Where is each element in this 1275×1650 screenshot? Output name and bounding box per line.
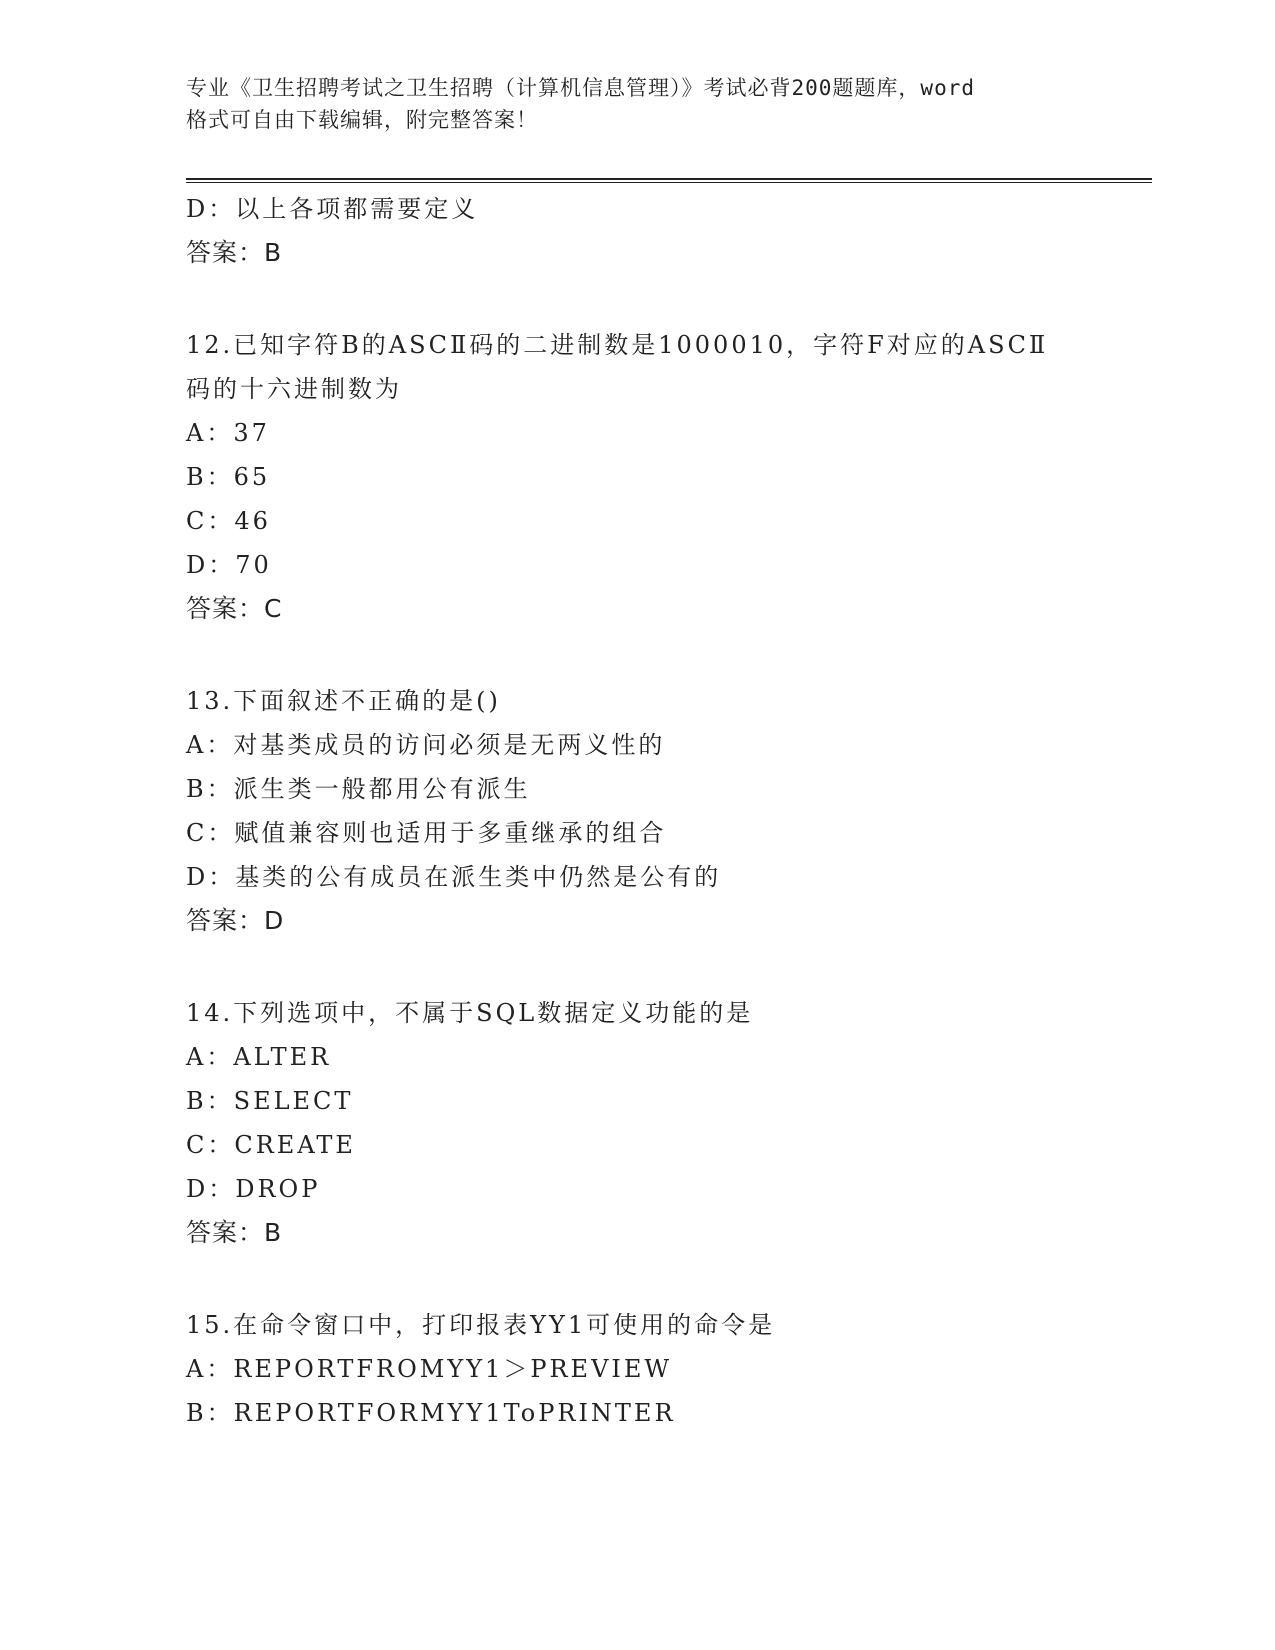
q14-option-c: C：CREATE xyxy=(186,1131,356,1159)
header-line-1: 专业《卫生招聘考试之卫生招聘（计算机信息管理）》考试必背200题题库，word xyxy=(186,76,975,100)
q12-option-b: B：65 xyxy=(186,463,271,491)
q12-option-c: C：46 xyxy=(186,507,271,535)
q13-stem: 13.下面叙述不正确的是() xyxy=(186,687,501,715)
page-header xyxy=(186,72,1086,136)
q12-option-a: A：37 xyxy=(186,419,270,447)
q14-option-b: B：SELECT xyxy=(186,1087,354,1115)
q14-option-d: D：DROP xyxy=(186,1175,321,1203)
q14-option-a: A：ALTER xyxy=(186,1043,332,1071)
q12-option-d: D：70 xyxy=(186,551,272,579)
q14-answer: 答案：B xyxy=(186,1218,283,1247)
q13-option-d: D：基类的公有成员在派生类中仍然是公有的 xyxy=(186,863,722,891)
prev-answer: 答案：B xyxy=(186,238,283,267)
q13-option-c: C：赋值兼容则也适用于多重继承的组合 xyxy=(186,819,667,847)
q14-stem: 14.下列选项中，不属于SQL数据定义功能的是 xyxy=(186,999,754,1027)
q12-stem-line-2: 码的十六进制数为 xyxy=(186,375,402,403)
q15-option-a: A：REPORTFROMYY1＞PREVIEW xyxy=(186,1355,673,1383)
q13-option-b: B：派生类一般都用公有派生 xyxy=(186,775,531,803)
q15-option-b: B：REPORTFORMYY1ToPRINTER xyxy=(186,1399,676,1427)
q13-option-a: A：对基类成员的访问必须是无两义性的 xyxy=(186,731,666,759)
q12-stem-line-1: 12.已知字符B的ASCⅡ码的二进制数是1000010，字符F对应的ASCⅡ xyxy=(186,331,1049,359)
header-line-2: 格式可自由下载编辑，附完整答案！ xyxy=(186,108,538,132)
header-divider xyxy=(186,178,1152,183)
q15-stem: 15.在命令窗口中，打印报表YY1可使用的命令是 xyxy=(186,1311,776,1339)
q12-answer: 答案：C xyxy=(186,594,283,623)
prev-option-d: D：以上各项都需要定义 xyxy=(186,195,479,223)
q13-answer: 答案：D xyxy=(186,906,285,935)
